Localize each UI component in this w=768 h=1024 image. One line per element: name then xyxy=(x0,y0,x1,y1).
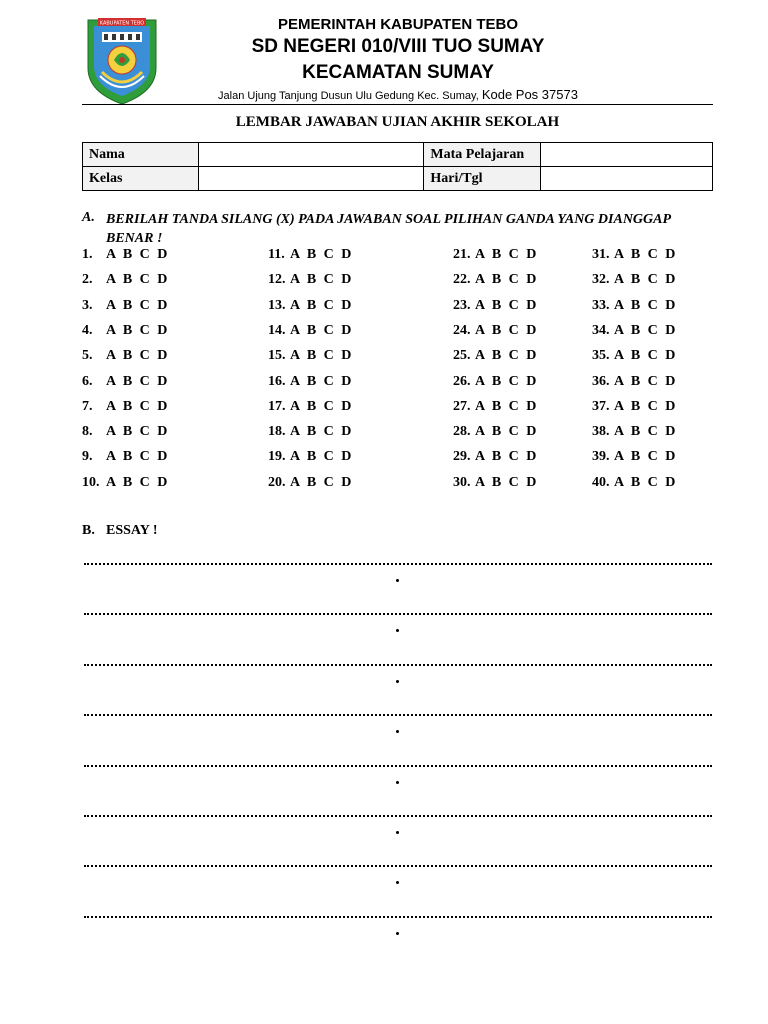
answer-choices[interactable]: A B C D xyxy=(475,272,537,288)
question-number: 21. xyxy=(453,247,471,262)
question-number: 27. xyxy=(453,398,471,414)
nama-field[interactable] xyxy=(198,143,424,167)
section-b-title: ESSAY ! xyxy=(106,523,158,538)
question-24-options[interactable] xyxy=(453,323,536,339)
answer-choices[interactable]: A B C D xyxy=(614,297,676,313)
answer-choices[interactable]: A B C D xyxy=(290,449,352,465)
question-number: 20. xyxy=(268,474,286,490)
essay-answer-line[interactable] xyxy=(84,610,712,615)
regency-coat-of-arms-icon xyxy=(84,16,160,106)
question-9-options[interactable] xyxy=(82,449,167,465)
question-number: 14. xyxy=(268,322,286,338)
question-number: 36. xyxy=(592,373,610,389)
answer-choices[interactable]: A B C D xyxy=(614,373,676,389)
question-10-options[interactable] xyxy=(82,475,167,491)
question-28-options[interactable] xyxy=(453,424,536,440)
answer-choices[interactable]: A B C D xyxy=(614,398,676,414)
question-number: 34. xyxy=(592,322,610,338)
government-name: PEMERINTAH KABUPATEN TEBO xyxy=(278,16,518,33)
question-number: 28. xyxy=(453,424,471,440)
question-12-options[interactable] xyxy=(268,272,351,288)
header-divider xyxy=(82,104,713,105)
question-number: 10. xyxy=(82,474,100,490)
answer-choices[interactable]: A B C D xyxy=(290,474,352,490)
answer-choices[interactable]: A B C D xyxy=(106,474,168,490)
question-23-options[interactable] xyxy=(453,298,536,314)
answer-choices[interactable]: A B C D xyxy=(475,348,537,364)
question-number: 22. xyxy=(453,272,471,288)
question-2-options[interactable] xyxy=(82,272,167,288)
school-address xyxy=(160,87,636,102)
question-16-options[interactable] xyxy=(268,374,351,390)
question-number: 23. xyxy=(453,297,471,313)
question-32-options[interactable] xyxy=(592,272,675,288)
answer-choices[interactable]: A B C D xyxy=(614,474,676,490)
question-37-options[interactable] xyxy=(592,399,675,415)
question-26-options[interactable] xyxy=(453,374,536,390)
essay-answer-line[interactable] xyxy=(84,812,712,817)
question-number: 12. xyxy=(268,272,286,288)
question-number: 30. xyxy=(453,474,471,490)
question-number: 1. xyxy=(82,247,93,262)
answer-choices[interactable]: A B C D xyxy=(290,424,352,440)
answer-choices[interactable]: A B C D xyxy=(475,424,537,440)
answer-choices[interactable]: A B C D xyxy=(106,247,168,262)
answer-choices[interactable]: A B C D xyxy=(106,373,168,389)
question-number: 7. xyxy=(82,398,93,414)
question-number: 33. xyxy=(592,297,610,313)
answer-choices[interactable]: A B C D xyxy=(614,348,676,364)
question-17-options[interactable] xyxy=(268,399,351,415)
kelas-field[interactable] xyxy=(198,167,424,191)
question-number: 9. xyxy=(82,449,93,465)
question-number: 3. xyxy=(82,297,93,313)
answer-choices[interactable]: A B C D xyxy=(290,348,352,364)
essay-answer-line[interactable] xyxy=(84,913,712,918)
answer-choices[interactable]: A B C D xyxy=(290,247,352,262)
nama-label: Nama xyxy=(83,143,199,167)
answer-choices[interactable]: A B C D xyxy=(290,373,352,389)
question-30-options[interactable] xyxy=(453,475,536,491)
answer-choices[interactable]: A B C D xyxy=(614,424,676,440)
answer-choices[interactable]: A B C D xyxy=(614,322,676,338)
question-4-options[interactable] xyxy=(82,323,167,339)
question-33-options[interactable] xyxy=(592,298,675,314)
logo-banner-text: KABUPATEN TEBO xyxy=(99,20,145,27)
question-40-options[interactable] xyxy=(592,475,675,491)
question-39-options[interactable] xyxy=(592,449,675,465)
essay-answer-line[interactable] xyxy=(84,661,712,666)
answer-choices[interactable]: A B C D xyxy=(475,322,537,338)
question-29-options[interactable] xyxy=(453,449,536,465)
question-number: 26. xyxy=(453,373,471,389)
question-11-options[interactable] xyxy=(268,247,351,263)
mata-pelajaran-field[interactable] xyxy=(541,143,713,167)
question-number: 13. xyxy=(268,297,286,313)
question-number: 25. xyxy=(453,348,471,364)
question-8-options[interactable] xyxy=(82,424,167,440)
essay-line-end-dot xyxy=(396,781,399,784)
answer-choices[interactable]: A B C D xyxy=(475,247,537,262)
answer-choices[interactable]: A B C D xyxy=(475,297,537,313)
question-6-options[interactable] xyxy=(82,374,167,390)
answer-choices[interactable]: A B C D xyxy=(614,272,676,288)
question-number: 17. xyxy=(268,398,286,414)
question-number: 4. xyxy=(82,322,93,338)
question-25-options[interactable] xyxy=(453,348,536,364)
answer-choices[interactable]: A B C D xyxy=(106,424,168,440)
question-20-options[interactable] xyxy=(268,475,351,491)
address-text: Jalan Ujung Tanjung Dusun Ulu Gedung Kec. Sumay, xyxy=(218,90,479,102)
school-name: SD NEGERI 010/VIII TUO SUMAY xyxy=(251,36,545,57)
question-number: 18. xyxy=(268,424,286,440)
question-36-options[interactable] xyxy=(592,374,675,390)
essay-line-end-dot xyxy=(396,579,399,582)
answer-choices[interactable]: A B C D xyxy=(475,474,537,490)
essay-line-end-dot xyxy=(396,680,399,683)
answer-choices[interactable]: A B C D xyxy=(614,449,676,465)
answer-choices[interactable]: A B C D xyxy=(106,322,168,338)
question-38-options[interactable] xyxy=(592,424,675,440)
section-a-letter: A. xyxy=(82,210,95,225)
answer-choices[interactable]: A B C D xyxy=(106,449,168,465)
mata-pelajaran-label: Mata Pelajaran xyxy=(424,143,541,167)
answer-choices[interactable]: A B C D xyxy=(106,398,168,414)
postal-code: Kode Pos 37573 xyxy=(481,87,578,102)
answer-choices[interactable]: A B C D xyxy=(290,322,352,338)
question-number: 2. xyxy=(82,272,93,288)
question-number: 5. xyxy=(82,348,93,364)
essay-answer-line[interactable] xyxy=(84,862,712,867)
question-number: 11. xyxy=(268,247,285,262)
page-title: LEMBAR JAWABAN UJIAN AKHIR SEKOLAH xyxy=(235,114,560,130)
essay-answer-line[interactable] xyxy=(84,711,712,716)
student-info-table xyxy=(82,142,713,191)
question-1-options[interactable] xyxy=(82,247,167,263)
question-5-options[interactable] xyxy=(82,348,167,364)
question-35-options[interactable] xyxy=(592,348,675,364)
answer-choices[interactable]: A B C D xyxy=(614,247,676,262)
question-18-options[interactable] xyxy=(268,424,351,440)
question-number: 16. xyxy=(268,373,286,389)
question-19-options[interactable] xyxy=(268,449,351,465)
essay-answer-line[interactable] xyxy=(84,762,712,767)
answer-choices[interactable]: A B C D xyxy=(290,398,352,414)
answer-choices[interactable]: A B C D xyxy=(106,348,168,364)
question-7-options[interactable] xyxy=(82,399,167,415)
hari-tgl-label: Hari/Tgl xyxy=(424,167,541,191)
question-14-options[interactable] xyxy=(268,323,351,339)
section-a-instruction: BERILAH TANDA SILANG (X) PADA JAWABAN SOAL PILIHAN GANDA YANG DIANGGAP BENAR ! xyxy=(106,212,671,246)
answer-choices[interactable]: A B C D xyxy=(290,272,352,288)
question-number: 35. xyxy=(592,348,610,364)
question-number: 31. xyxy=(592,247,610,262)
question-21-options[interactable] xyxy=(453,247,536,263)
question-number: 8. xyxy=(82,424,93,440)
essay-line-end-dot xyxy=(396,932,399,935)
question-15-options[interactable] xyxy=(268,348,351,364)
answer-choices[interactable]: A B C D xyxy=(290,297,352,313)
question-number: 39. xyxy=(592,449,610,465)
answer-choices[interactable]: A B C D xyxy=(106,272,168,288)
question-13-options[interactable] xyxy=(268,298,351,314)
question-number: 29. xyxy=(453,449,471,465)
question-number: 32. xyxy=(592,272,610,288)
question-27-options[interactable] xyxy=(453,399,536,415)
answer-choices[interactable]: A B C D xyxy=(475,373,537,389)
hari-tgl-field[interactable] xyxy=(541,167,713,191)
section-b-letter: B. xyxy=(82,523,95,538)
essay-line-end-dot xyxy=(396,831,399,834)
kelas-label: Kelas xyxy=(83,167,199,191)
question-number: 38. xyxy=(592,424,610,440)
question-3-options[interactable] xyxy=(82,298,167,314)
answer-choices[interactable]: A B C D xyxy=(475,449,537,465)
question-34-options[interactable] xyxy=(592,323,675,339)
answer-choices[interactable]: A B C D xyxy=(106,297,168,313)
district-name: KECAMATAN SUMAY xyxy=(302,62,494,83)
essay-line-end-dot xyxy=(396,881,399,884)
question-31-options[interactable] xyxy=(592,247,675,263)
question-22-options[interactable] xyxy=(453,272,536,288)
question-number: 6. xyxy=(82,373,93,389)
question-number: 37. xyxy=(592,398,610,414)
answer-choices[interactable]: A B C D xyxy=(475,398,537,414)
question-number: 19. xyxy=(268,449,286,465)
question-number: 15. xyxy=(268,348,286,364)
essay-line-end-dot xyxy=(396,730,399,733)
question-number: 24. xyxy=(453,322,471,338)
essay-answer-line[interactable] xyxy=(84,560,712,565)
essay-line-end-dot xyxy=(396,629,399,632)
question-number: 40. xyxy=(592,474,610,490)
